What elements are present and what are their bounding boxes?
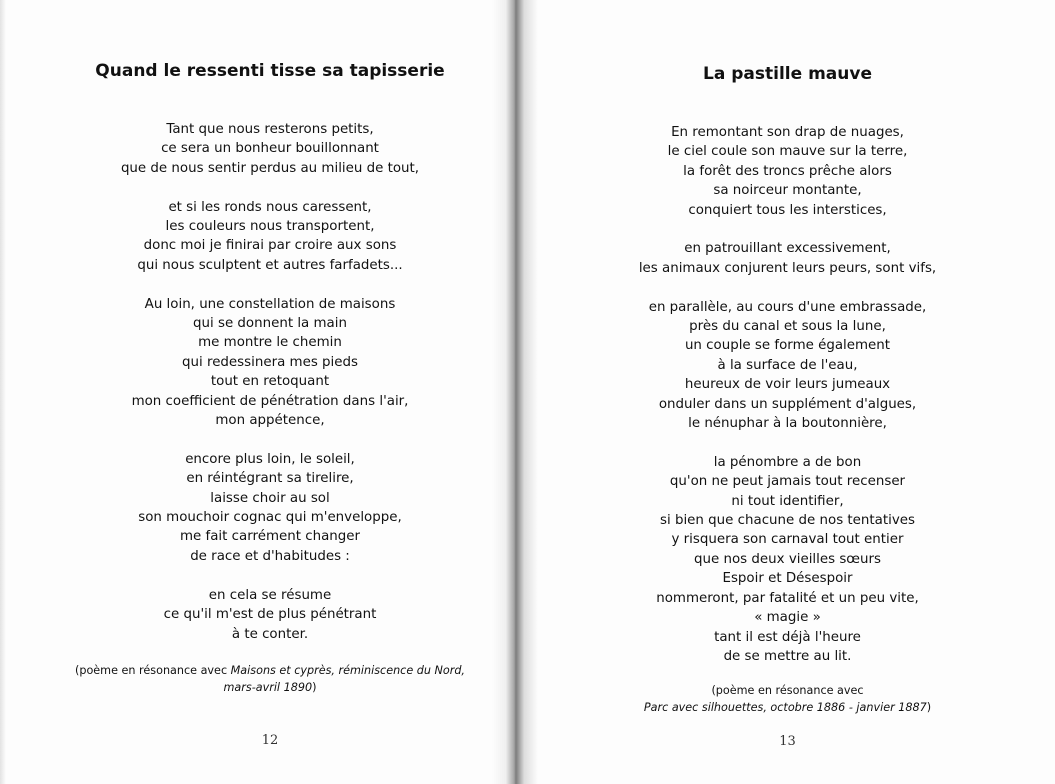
poem-line: les couleurs nous transportent,	[165, 219, 375, 235]
poem-line: qui se donnent la main	[193, 316, 347, 332]
poem-stanza	[520, 123, 1055, 220]
left-note-prefix: (poème en résonance avec	[74, 664, 231, 677]
poem-stanza	[0, 198, 540, 276]
poem-line: me montre le chemin	[198, 335, 342, 351]
poem-line: ce sera un bonheur bouillonnant	[161, 141, 379, 157]
poem-line: le ciel coule son mauve sur la terre,	[667, 144, 908, 160]
poem-stanza	[0, 450, 540, 566]
poem-line: encore plus loin, le soleil,	[185, 451, 355, 467]
poem-line: de race et d'habitudes :	[190, 548, 350, 564]
poem-line: « magie »	[754, 610, 821, 626]
poem-line: laisse choir au sol	[210, 490, 330, 506]
poem-stanza	[520, 239, 1055, 278]
poem-line: un couple se forme également	[684, 338, 891, 354]
poem-line: onduler dans un supplément d'algues,	[658, 396, 917, 412]
poem-line: qu'on ne peut jamais tout recenser	[669, 474, 906, 490]
right-poem-title: La pastille mauve	[703, 64, 872, 84]
poem-line: mon coefficient de pénétration dans l'air,	[131, 393, 409, 409]
poem-line: à la surface de l'eau,	[717, 357, 858, 373]
poem-line: tout en retoquant	[210, 374, 330, 390]
poem-line: le nénuphar à la boutonnière,	[688, 416, 887, 432]
poem-stanza	[0, 120, 540, 178]
left-poem-body	[0, 120, 540, 644]
right-page	[520, 0, 1055, 784]
poem-line: à te conter.	[231, 626, 309, 642]
right-page-number: 13	[779, 734, 796, 749]
right-poem-note	[520, 682, 1055, 716]
left-poem-title: Quand le ressenti tisse sa tapisserie	[95, 61, 445, 81]
poem-line: en réintégrant sa tirelire,	[186, 471, 354, 487]
left-note-date: mars-avril 1890	[223, 681, 313, 694]
poem-line: ni tout identifier,	[731, 493, 844, 509]
poem-line: mon appétence,	[215, 413, 325, 429]
poem-line: sa noirceur montante,	[713, 183, 862, 199]
poem-line: En remontant son drap de nuages,	[671, 125, 904, 140]
right-note-suffix: )	[926, 701, 932, 714]
poem-line: y risquera son carnaval tout entier	[671, 532, 904, 548]
poem-line: qui nous sculptent et autres farfadets...	[137, 257, 403, 273]
left-note-suffix: )	[312, 681, 317, 694]
poem-line: que nos deux vieilles sœurs	[694, 551, 881, 567]
poem-line: de se mettre au lit.	[723, 648, 852, 664]
poem-line: Espoir et Désespoir	[722, 571, 853, 587]
left-poem-note	[0, 662, 540, 696]
right-note-work: Parc avec silhouettes, octobre 1886 - janvier 1887	[643, 701, 927, 714]
poem-line: et si les ronds nous caressent,	[168, 199, 372, 215]
right-poem-body	[520, 123, 1055, 666]
poem-line: si bien que chacune de nos tentatives	[660, 513, 915, 529]
poem-line: donc moi je finirai par croire aux sons	[143, 238, 397, 254]
poem-line: Tant que nous resterons petits,	[166, 122, 374, 137]
poem-line: heureux de voir leurs jumeaux	[684, 377, 891, 393]
left-note-work: Maisons et cyprès, réminiscence du Nord,	[230, 664, 465, 677]
poem-line: les animaux conjurent leurs peurs, sont vifs,	[638, 260, 937, 276]
poem-stanza	[520, 298, 1055, 434]
poem-line: près du canal et sous la lune,	[689, 319, 886, 335]
poem-line: la forêt des troncs prêche alors	[683, 163, 892, 179]
poem-stanza	[0, 295, 540, 431]
poem-stanza	[0, 586, 540, 644]
poem-line: son mouchoir cognac qui m'enveloppe,	[138, 510, 402, 526]
poem-line: en parallèle, au cours d'une embrassade,	[648, 299, 927, 315]
poem-line: me fait carrément changer	[179, 529, 361, 545]
poem-line: que de nous sentir perdus au milieu de tout,	[120, 160, 420, 176]
poem-line: Au loin, une constellation de maisons	[144, 296, 396, 312]
poem-line: la pénombre a de bon	[713, 454, 862, 470]
poem-line: tant il est déjà l'heure	[714, 629, 861, 645]
poem-line: en cela se résume	[208, 587, 332, 603]
poem-line: en patrouillant excessivement,	[684, 241, 891, 257]
right-note-prefix: (poème en résonance avec	[711, 684, 864, 697]
poem-stanza	[520, 453, 1055, 666]
poem-line: ce qu'il m'est de plus pénétrant	[163, 607, 377, 623]
left-page-number: 12	[261, 733, 279, 748]
poem-line: conquiert tous les interstices,	[688, 202, 887, 218]
poem-line: qui redessinera mes pieds	[182, 354, 358, 370]
poem-line: nommeront, par fatalité et un peu vite,	[656, 590, 919, 606]
